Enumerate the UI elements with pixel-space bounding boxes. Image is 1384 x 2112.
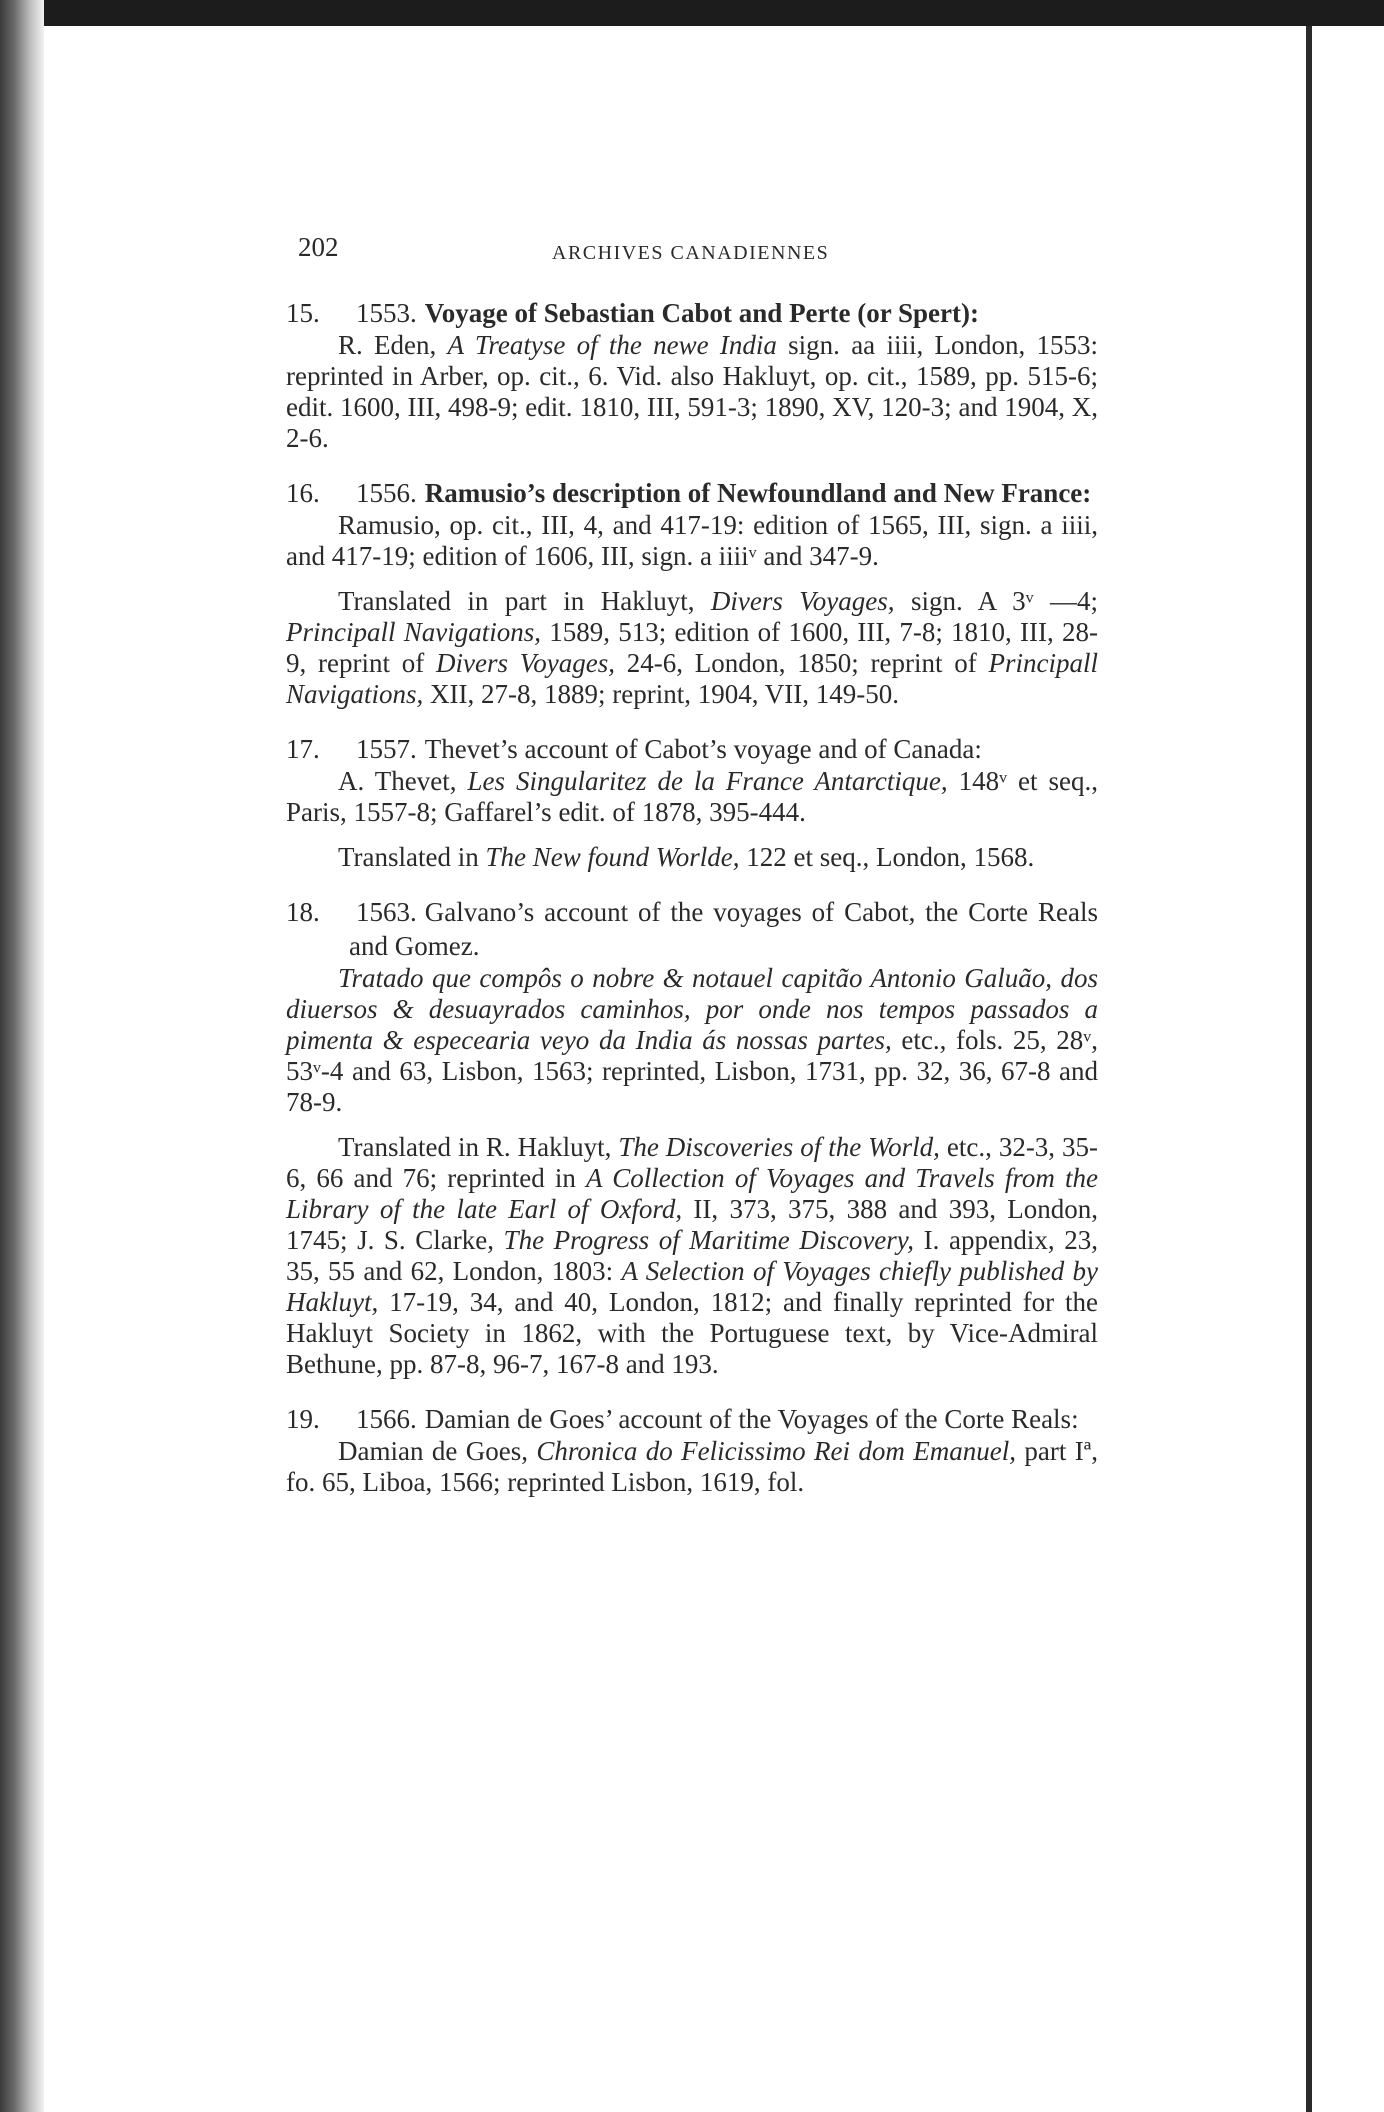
italic-title-text: Divers Voyages, bbox=[710, 586, 895, 616]
entry-year: 1553. bbox=[356, 298, 417, 328]
entry-paragraph bbox=[286, 1436, 1098, 1498]
entry-paragraph bbox=[286, 963, 1098, 1118]
entry-year: 1556. bbox=[356, 478, 417, 508]
italic-title-text: A Collection of Voyages and Travels from the Library of the late Earl of Oxford, bbox=[286, 1163, 1098, 1224]
bibliography-entry bbox=[286, 732, 1098, 873]
citation-text: Translated in R. Hakluyt, bbox=[338, 1132, 619, 1162]
citation-text: 24-6, London, 1850; reprint of bbox=[614, 648, 989, 678]
citation-text: I. appendix, 23, 35, 55 and 62, London, 1803: bbox=[286, 1225, 1098, 1286]
entry-paragraph bbox=[286, 510, 1098, 572]
entry-paragraph bbox=[286, 586, 1098, 710]
bibliography-entry bbox=[286, 476, 1098, 710]
italic-title-text: Les Singularitez de la France Antarctique, bbox=[467, 766, 948, 796]
entry-paragraph bbox=[286, 1132, 1098, 1380]
italic-title-text: Principall Navigations, bbox=[286, 648, 1098, 709]
italic-title-text: Principall Navigations, bbox=[286, 617, 541, 647]
italic-title-text: A Selection of Voyages chiefly published by Hakluyt, bbox=[286, 1256, 1099, 1317]
entry-title: Ramusio’s description of Newfoundland and New France: bbox=[424, 478, 1092, 508]
entry-year: 1566. bbox=[356, 1404, 417, 1434]
citation-text: II, 373, 375, 388 and 393, London, 1745; J. S. Clarke, bbox=[286, 1194, 1098, 1255]
citation-text: 17-19, 34, and 40, London, 1812; and finally reprinted for the Hakluyt Society in 1862, with the Portuguese text, by Vice-Admiral Bethune, pp. 87-8, 96-7, 167-8 and 193. bbox=[286, 1287, 1098, 1379]
entry-number: 15. bbox=[286, 298, 320, 328]
entry-paragraph bbox=[286, 842, 1098, 873]
italic-title-text: Divers Voyages, bbox=[436, 648, 615, 678]
citation-text: Damian de Goes, bbox=[338, 1436, 537, 1466]
italic-title-text: Chronica do Felicissimo Rei dom Emanuel, bbox=[536, 1436, 1017, 1466]
entry-year: 1563. bbox=[356, 897, 417, 927]
running-head bbox=[286, 232, 1098, 282]
citation-text: Ramusio, op. cit., III, 4, and 417-19: edition of 1565, III, sign. a iiii, and 417-19; edition of 1606, III, sign. a iiiiᵛ and 347-9. bbox=[286, 510, 1098, 571]
entry-title: Thevet’s account of Cabot’s voyage and of Canada: bbox=[424, 734, 982, 764]
citation-text: sign. A 3ᵛ —4; bbox=[894, 586, 1099, 616]
entry-title: Voyage of Sebastian Cabot and Perte (or Spert): bbox=[424, 298, 979, 328]
entry-heading bbox=[286, 476, 1098, 510]
entry-year: 1557. bbox=[356, 734, 417, 764]
entry-title: Damian de Goes’ account of the Voyages of the Corte Reals: bbox=[424, 1404, 1079, 1434]
italic-title-text: The Progress of Maritime Discovery, bbox=[503, 1225, 915, 1255]
entry-number: 16. bbox=[286, 478, 320, 508]
citation-text: etc., 32-3, 35-6, 66 and 76; reprinted in bbox=[286, 1132, 1099, 1193]
entry-paragraph bbox=[286, 766, 1098, 828]
citation-text: Translated in bbox=[338, 842, 486, 872]
bibliography-entry bbox=[286, 296, 1098, 454]
entry-number: 19. bbox=[286, 1404, 320, 1434]
italic-title-text: Tratado que compôs o nobre & notauel capitão Antonio Galuão, dos diuersos & desuayrados caminhos, por onde nos tempos passados a pimenta & especearia veyo da India ás nossas partes, bbox=[286, 963, 1098, 1055]
citation-text: 148ᵛ et seq., Paris, 1557-8; Gaffarel’s edit. of 1878, 395-444. bbox=[286, 766, 1098, 827]
entry-heading bbox=[286, 895, 1098, 963]
scan-binding-shadow bbox=[0, 0, 44, 2112]
citation-text: 122 et seq., London, 1568. bbox=[739, 842, 1035, 872]
bibliography-entry bbox=[286, 1402, 1098, 1498]
entry-number: 17. bbox=[286, 734, 320, 764]
entry-paragraph bbox=[286, 330, 1098, 454]
citation-text: R. Eden, bbox=[338, 330, 448, 360]
scan-top-border bbox=[0, 0, 1384, 26]
entry-title: Galvano’s account of the voyages of Cabot, the Corte Reals and Gomez. bbox=[349, 897, 1098, 961]
running-title: ARCHIVES CANADIENNES bbox=[552, 242, 830, 264]
citation-text: XII, 27-8, 1889; reprint, 1904, VII, 149-50. bbox=[423, 679, 899, 709]
citation-text: sign. aa iiii, London, 1553: reprinted in Arber, op. cit., 6. Vid. also Hakluyt, op. cit., 1589, pp. 515-6; edit. 1600, III, 498-9; edit. 1810, III, 591-3; 1890, XV, 120-3; and 1904, X, 2-6. bbox=[286, 330, 1098, 453]
citation-text: Translated in part in Hakluyt, bbox=[338, 586, 711, 616]
citation-text: 1589, 513; edition of 1600, III, 7-8; 1810, III, 28-9, reprint of bbox=[286, 617, 1098, 678]
page-number: 202 bbox=[298, 232, 339, 262]
italic-title-text: The New found Worlde, bbox=[485, 842, 740, 872]
citation-text: etc., fols. 25, 28ᵛ, 53ᵛ-4 and 63, Lisbon, 1563; reprinted, Lisbon, 1731, pp. 32, 36, 67-8 and 78-9. bbox=[286, 1025, 1098, 1117]
bibliography-entries bbox=[286, 296, 1098, 1498]
book-page bbox=[286, 232, 1098, 1520]
citation-text: A. Thevet, bbox=[338, 766, 468, 796]
entry-heading bbox=[286, 296, 1098, 330]
scan-right-edge bbox=[1306, 26, 1312, 2112]
entry-heading bbox=[286, 732, 1098, 766]
entry-heading bbox=[286, 1402, 1098, 1436]
citation-text: part Iª, fo. 65, Liboa, 1566; reprinted Lisbon, 1619, fol. bbox=[286, 1436, 1098, 1497]
bibliography-entry bbox=[286, 895, 1098, 1380]
entry-number: 18. bbox=[286, 897, 320, 927]
italic-title-text: The Discoveries of the World, bbox=[618, 1132, 940, 1162]
italic-title-text: A Treatyse of the newe India bbox=[447, 330, 777, 360]
